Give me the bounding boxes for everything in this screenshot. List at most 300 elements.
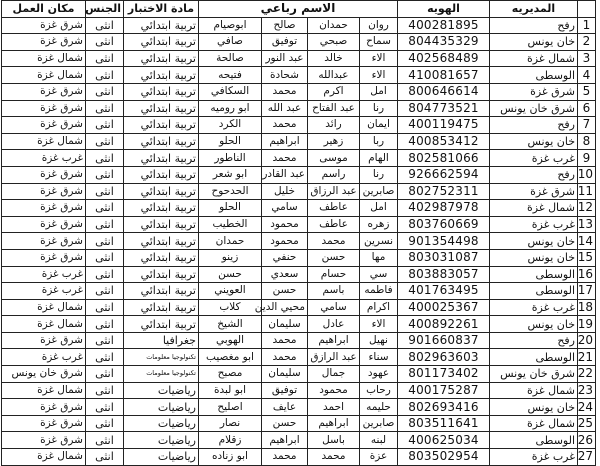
grandfather-name-cell: محمد <box>262 332 308 349</box>
gender-cell: انثى <box>85 200 123 217</box>
father-name-cell: محمد <box>308 233 360 250</box>
workplace-cell: غرب غزة <box>1 349 85 366</box>
grandfather-name-cell: محمود <box>262 233 308 250</box>
directorate-cell: شمال غزة <box>490 382 578 399</box>
family-name-cell: حسن <box>198 266 261 283</box>
id-number-cell: 400625034 <box>398 432 490 449</box>
header-full-name: الاسم رباعي <box>198 1 397 18</box>
table-row <box>1 133 595 150</box>
grandfather-name-cell: سليمان <box>262 366 308 383</box>
family-name-cell: الناطور <box>198 150 261 167</box>
gender-cell: انثى <box>85 100 123 117</box>
grandfather-name-cell: عبد النور <box>262 50 308 67</box>
workplace-cell: شرق غزة <box>1 399 85 416</box>
exam-subject-cell: تربية ابتدائي <box>123 316 198 333</box>
grandfather-name-cell: محمد <box>262 83 308 100</box>
exam-subject-cell: تربية ابتدائي <box>123 283 198 300</box>
directorate-cell: خان يونس <box>490 34 578 51</box>
first-name-cell: روان <box>360 17 398 34</box>
father-name-cell: محمود <box>308 382 360 399</box>
first-name-cell: ايمان <box>360 117 398 134</box>
exam-subject-cell: رياضيات <box>123 432 198 449</box>
first-name-cell: عهود <box>360 366 398 383</box>
exam-subject-cell: تربية ابتدائي <box>123 67 198 84</box>
exam-subject-cell: تربية ابتدائي <box>123 216 198 233</box>
candidates-table <box>1 0 596 466</box>
first-name-cell: صابرين <box>360 415 398 432</box>
father-name-cell: ابراهيم <box>308 332 360 349</box>
row-number: 2 <box>578 34 596 51</box>
exam-subject-cell: تربية ابتدائي <box>123 299 198 316</box>
grandfather-name-cell: محمد <box>262 449 308 466</box>
directorate-cell: الوسطى <box>490 266 578 283</box>
row-number: 20 <box>578 332 596 349</box>
directorate-cell: رفح <box>490 166 578 183</box>
directorate-cell: شرق غزة <box>490 183 578 200</box>
father-name-cell: خالد <box>308 50 360 67</box>
workplace-cell: شمال غزة <box>1 50 85 67</box>
exam-subject-cell: تربية ابتدائي <box>123 150 198 167</box>
id-number-cell: 400175287 <box>398 382 490 399</box>
gender-cell: انثى <box>85 249 123 266</box>
workplace-cell: شمال غزة <box>1 133 85 150</box>
first-name-cell: نهيل <box>360 332 398 349</box>
exam-subject-cell: تربية ابتدائي <box>123 166 198 183</box>
family-name-cell: ابو زناده <box>198 449 261 466</box>
grandfather-name-cell: توفيق <box>262 382 308 399</box>
table-row <box>1 449 595 466</box>
grandfather-name-cell: ابراهيم <box>262 133 308 150</box>
table-row <box>1 399 595 416</box>
family-name-cell: ابو لبدة <box>198 382 261 399</box>
exam-subject-cell: تربية ابتدائي <box>123 133 198 150</box>
grandfather-name-cell: محمد <box>262 150 308 167</box>
table-row <box>1 150 595 167</box>
father-name-cell: سامي <box>308 299 360 316</box>
header-exam-subject: مادة الاختبار <box>123 1 198 18</box>
id-number-cell: 901354498 <box>398 233 490 250</box>
grandfather-name-cell: سعدي <box>262 266 308 283</box>
workplace-cell: شرق غزة <box>1 17 85 34</box>
family-name-cell: فتيحه <box>198 67 261 84</box>
id-number-cell: 901660837 <box>398 332 490 349</box>
family-name-cell: ابو روميه <box>198 100 261 117</box>
gender-cell: انثى <box>85 432 123 449</box>
family-name-cell: الحلو <box>198 200 261 217</box>
table-row <box>1 216 595 233</box>
id-number-cell: 804435329 <box>398 34 490 51</box>
gender-cell: انثى <box>85 415 123 432</box>
directorate-cell: الوسطى <box>490 349 578 366</box>
table-row <box>1 382 595 399</box>
row-number: 10 <box>578 166 596 183</box>
gender-cell: انثى <box>85 183 123 200</box>
row-number: 18 <box>578 299 596 316</box>
first-name-cell: رحاب <box>360 382 398 399</box>
father-name-cell: عاطف <box>308 216 360 233</box>
workplace-cell: شرق غزة <box>1 83 85 100</box>
directorate-cell: خان يونس <box>490 233 578 250</box>
workplace-cell: شرق غزة <box>1 432 85 449</box>
exam-subject-cell: تربية ابتدائي <box>123 100 198 117</box>
directorate-cell: خان يونس <box>490 316 578 333</box>
id-number-cell: 803883057 <box>398 266 490 283</box>
first-name-cell: الاء <box>360 67 398 84</box>
id-number-cell: 400281895 <box>398 17 490 34</box>
gender-cell: انثى <box>85 332 123 349</box>
gender-cell: انثى <box>85 349 123 366</box>
directorate-cell: غرب غزة <box>490 216 578 233</box>
exam-subject-cell: تكنولوجيا معلومات <box>123 366 198 383</box>
first-name-cell: نسرين <box>360 233 398 250</box>
gender-cell: انثى <box>85 216 123 233</box>
family-name-cell: ابو مغصيب <box>198 349 261 366</box>
first-name-cell: ربا <box>360 133 398 150</box>
directorate-cell: الوسطى <box>490 432 578 449</box>
workplace-cell: غرب غزة <box>1 283 85 300</box>
grandfather-name-cell: سامي <box>262 200 308 217</box>
row-number: 24 <box>578 399 596 416</box>
father-name-cell: عبدالله <box>308 67 360 84</box>
id-number-cell: 803031087 <box>398 249 490 266</box>
father-name-cell: عبد الفتاح <box>308 100 360 117</box>
id-number-cell: 400892261 <box>398 316 490 333</box>
father-name-cell: راسم <box>308 166 360 183</box>
table-row <box>1 415 595 432</box>
row-number: 15 <box>578 249 596 266</box>
table-row <box>1 34 595 51</box>
family-name-cell: صالحة <box>198 50 261 67</box>
first-name-cell: رنا <box>360 166 398 183</box>
directorate-cell: خان يونس <box>490 133 578 150</box>
table-row <box>1 17 595 34</box>
father-name-cell: ابراهيم <box>308 415 360 432</box>
directorate-cell: خان يونس <box>490 249 578 266</box>
first-name-cell: رنا <box>360 100 398 117</box>
row-number: 8 <box>578 133 596 150</box>
family-name-cell: كلاب <box>198 299 261 316</box>
directorate-cell: شمال غزة <box>490 200 578 217</box>
id-number-cell: 401763495 <box>398 283 490 300</box>
grandfather-name-cell: محمد <box>262 349 308 366</box>
first-name-cell: الهام <box>360 150 398 167</box>
gender-cell: انثى <box>85 133 123 150</box>
exam-subject-cell: جغرافيا <box>123 332 198 349</box>
father-name-cell: حمدان <box>308 17 360 34</box>
first-name-cell: سناء <box>360 349 398 366</box>
exam-subject-cell: رياضيات <box>123 399 198 416</box>
exam-subject-cell: رياضيات <box>123 382 198 399</box>
grandfather-name-cell: عايف <box>262 399 308 416</box>
workplace-cell: شمال غزة <box>1 316 85 333</box>
workplace-cell: شرق غزة <box>1 166 85 183</box>
workplace-cell: شمال غزة <box>1 299 85 316</box>
id-number-cell: 801173402 <box>398 366 490 383</box>
id-number-cell: 400119475 <box>398 117 490 134</box>
directorate-cell: شمال غزة <box>490 415 578 432</box>
directorate-cell: غرب غزة <box>490 150 578 167</box>
workplace-cell: شرق خان يونس <box>1 366 85 383</box>
family-name-cell: صافي <box>198 34 261 51</box>
family-name-cell: مصبح <box>198 366 261 383</box>
gender-cell: انثى <box>85 50 123 67</box>
exam-subject-cell: تربية ابتدائي <box>123 233 198 250</box>
father-name-cell: حسام <box>308 266 360 283</box>
id-number-cell: 926662594 <box>398 166 490 183</box>
gender-cell: انثى <box>85 166 123 183</box>
directorate-cell: شمال غزة <box>490 50 578 67</box>
exam-subject-cell: تربية ابتدائي <box>123 34 198 51</box>
row-number: 17 <box>578 283 596 300</box>
id-number-cell: 800646614 <box>398 83 490 100</box>
exam-subject-cell: تربية ابتدائي <box>123 266 198 283</box>
table-row <box>1 332 595 349</box>
father-name-cell: موسى <box>308 150 360 167</box>
family-name-cell: الهوبي <box>198 332 261 349</box>
exam-subject-cell: تكنولوجيا معلومات <box>123 349 198 366</box>
row-number: 25 <box>578 415 596 432</box>
grandfather-name-cell: صالح <box>262 17 308 34</box>
grandfather-name-cell: محيي الدين <box>262 299 308 316</box>
id-number-cell: 804773521 <box>398 100 490 117</box>
father-name-cell: عبد الرازق <box>308 349 360 366</box>
workplace-cell: شرق غزة <box>1 117 85 134</box>
first-name-cell: لبنه <box>360 432 398 449</box>
grandfather-name-cell: خليل <box>262 183 308 200</box>
father-name-cell: حسن <box>308 249 360 266</box>
table-row <box>1 183 595 200</box>
row-number: 22 <box>578 366 596 383</box>
table-row <box>1 349 595 366</box>
grandfather-name-cell: سليمان <box>262 316 308 333</box>
father-name-cell: عبد الرزاق <box>308 183 360 200</box>
table-row <box>1 117 595 134</box>
header-workplace: مكان العمل <box>1 1 85 18</box>
table-row <box>1 200 595 217</box>
row-number: 23 <box>578 382 596 399</box>
table-row <box>1 50 595 67</box>
workplace-cell: غرب غزة <box>1 266 85 283</box>
grandfather-name-cell: عبد الله <box>262 100 308 117</box>
directorate-cell: شرق خان يونس <box>490 366 578 383</box>
table-row <box>1 249 595 266</box>
row-number: 26 <box>578 432 596 449</box>
row-number: 21 <box>578 349 596 366</box>
gender-cell: انثى <box>85 117 123 134</box>
table-row <box>1 83 595 100</box>
workplace-cell: شرق غزة <box>1 332 85 349</box>
table-row <box>1 299 595 316</box>
directorate-cell: رفح <box>490 117 578 134</box>
row-number: 9 <box>578 150 596 167</box>
first-name-cell: حليمه <box>360 399 398 416</box>
table-row <box>1 283 595 300</box>
workplace-cell: شرق غزة <box>1 200 85 217</box>
id-number-cell: 400025367 <box>398 299 490 316</box>
header-number <box>578 1 596 18</box>
candidates-sheet <box>2 0 596 464</box>
id-number-cell: 802581066 <box>398 150 490 167</box>
table-row <box>1 67 595 84</box>
workplace-cell: شمال غزة <box>1 67 85 84</box>
grandfather-name-cell: توفيق <box>262 34 308 51</box>
gender-cell: انثى <box>85 316 123 333</box>
directorate-cell: غرب غزة <box>490 449 578 466</box>
header-gender: الجنس <box>85 1 123 18</box>
father-name-cell: احمد <box>308 399 360 416</box>
exam-subject-cell: تربية ابتدائي <box>123 83 198 100</box>
workplace-cell: غرب غزة <box>1 150 85 167</box>
family-name-cell: الشيخ <box>198 316 261 333</box>
exam-subject-cell: تربية ابتدائي <box>123 183 198 200</box>
first-name-cell: سماح <box>360 34 398 51</box>
first-name-cell: زهره <box>360 216 398 233</box>
directorate-cell: شرق غزة <box>490 83 578 100</box>
exam-subject-cell: تربية ابتدائي <box>123 200 198 217</box>
first-name-cell: امل <box>360 200 398 217</box>
gender-cell: انثى <box>85 34 123 51</box>
workplace-cell: شرق غزة <box>1 415 85 432</box>
workplace-cell: شرق غزة <box>1 216 85 233</box>
table-row <box>1 366 595 383</box>
workplace-cell: شرق غزة <box>1 34 85 51</box>
grandfather-name-cell: حسن <box>262 415 308 432</box>
row-number: 4 <box>578 67 596 84</box>
row-number: 12 <box>578 200 596 217</box>
id-number-cell: 803511641 <box>398 415 490 432</box>
directorate-cell: شرق خان يونس <box>490 100 578 117</box>
grandfather-name-cell: محمود <box>262 216 308 233</box>
directorate-cell: رفح <box>490 332 578 349</box>
gender-cell: انثى <box>85 67 123 84</box>
grandfather-name-cell: محمد <box>262 117 308 134</box>
workplace-cell: شرق غزة <box>1 100 85 117</box>
workplace-cell: شرق غزة <box>1 183 85 200</box>
table-row <box>1 266 595 283</box>
grandfather-name-cell: حنفي <box>262 249 308 266</box>
id-number-cell: 802963603 <box>398 349 490 366</box>
grandfather-name-cell: حسن <box>262 283 308 300</box>
gender-cell: انثى <box>85 266 123 283</box>
row-number: 6 <box>578 100 596 117</box>
gender-cell: انثى <box>85 399 123 416</box>
table-row <box>1 100 595 117</box>
family-name-cell: الحدحوح <box>198 183 261 200</box>
table-row <box>1 166 595 183</box>
id-number-cell: 410081657 <box>398 67 490 84</box>
gender-cell: انثى <box>85 283 123 300</box>
family-name-cell: ابو شعر <box>198 166 261 183</box>
row-number: 7 <box>578 117 596 134</box>
row-number: 5 <box>578 83 596 100</box>
row-number: 14 <box>578 233 596 250</box>
row-number: 16 <box>578 266 596 283</box>
family-name-cell: حمدان <box>198 233 261 250</box>
grandfather-name-cell: شحادة <box>262 67 308 84</box>
first-name-cell: امل <box>360 83 398 100</box>
family-name-cell: السكافي <box>198 83 261 100</box>
row-number: 27 <box>578 449 596 466</box>
family-name-cell: الكرد <box>198 117 261 134</box>
first-name-cell: الاء <box>360 50 398 67</box>
family-name-cell: زينو <box>198 249 261 266</box>
father-name-cell: عادل <box>308 316 360 333</box>
workplace-cell: شمال غزة <box>1 382 85 399</box>
row-number: 13 <box>578 216 596 233</box>
gender-cell: انثى <box>85 83 123 100</box>
workplace-cell: شرق غزة <box>1 249 85 266</box>
header-directorate: المديريه <box>490 1 578 18</box>
table-row <box>1 233 595 250</box>
first-name-cell: اكرام <box>360 299 398 316</box>
first-name-cell: مها <box>360 249 398 266</box>
exam-subject-cell: تربية ابتدائي <box>123 50 198 67</box>
gender-cell: انثى <box>85 299 123 316</box>
workplace-cell: شرق غزة <box>1 233 85 250</box>
header-row <box>1 1 595 18</box>
father-name-cell: محمد <box>308 449 360 466</box>
family-name-cell: زقلام <box>198 432 261 449</box>
gender-cell: انثى <box>85 17 123 34</box>
exam-subject-cell: تربية ابتدائي <box>123 117 198 134</box>
family-name-cell: الحلو <box>198 133 261 150</box>
gender-cell: انثى <box>85 382 123 399</box>
row-number: 1 <box>578 17 596 34</box>
grandfather-name-cell: عبد القادر <box>262 166 308 183</box>
table-row <box>1 316 595 333</box>
first-name-cell: صابرين <box>360 183 398 200</box>
id-number-cell: 400853412 <box>398 133 490 150</box>
gender-cell: انثى <box>85 233 123 250</box>
father-name-cell: رائد <box>308 117 360 134</box>
directorate-cell: رفح <box>490 17 578 34</box>
header-id: الهويه <box>398 1 490 18</box>
directorate-cell: الوسطى <box>490 283 578 300</box>
father-name-cell: صبحي <box>308 34 360 51</box>
first-name-cell: سي <box>360 266 398 283</box>
family-name-cell: العويني <box>198 283 261 300</box>
family-name-cell: اصليح <box>198 399 261 416</box>
gender-cell: انثى <box>85 366 123 383</box>
row-number: 11 <box>578 183 596 200</box>
exam-subject-cell: تربية ابتدائي <box>123 17 198 34</box>
directorate-cell: الوسطى <box>490 67 578 84</box>
family-name-cell: الخطيب <box>198 216 261 233</box>
workplace-cell: شمال غزة <box>1 449 85 466</box>
exam-subject-cell: رياضيات <box>123 415 198 432</box>
id-number-cell: 402568489 <box>398 50 490 67</box>
id-number-cell: 802693416 <box>398 399 490 416</box>
family-name-cell: نصار <box>198 415 261 432</box>
exam-subject-cell: رياضيات <box>123 449 198 466</box>
id-number-cell: 803502954 <box>398 449 490 466</box>
gender-cell: انثى <box>85 449 123 466</box>
family-name-cell: ابوصيام <box>198 17 261 34</box>
grandfather-name-cell: ابراهيم <box>262 432 308 449</box>
id-number-cell: 803760669 <box>398 216 490 233</box>
first-name-cell: عزة <box>360 449 398 466</box>
directorate-cell: غرب غزة <box>490 299 578 316</box>
first-name-cell: فاطمه <box>360 283 398 300</box>
exam-subject-cell: تربية ابتدائي <box>123 249 198 266</box>
father-name-cell: زهير <box>308 133 360 150</box>
directorate-cell: خان يونس <box>490 399 578 416</box>
id-number-cell: 802752311 <box>398 183 490 200</box>
father-name-cell: عاطف <box>308 200 360 217</box>
father-name-cell: اكرم <box>308 83 360 100</box>
father-name-cell: باسم <box>308 283 360 300</box>
row-number: 3 <box>578 50 596 67</box>
